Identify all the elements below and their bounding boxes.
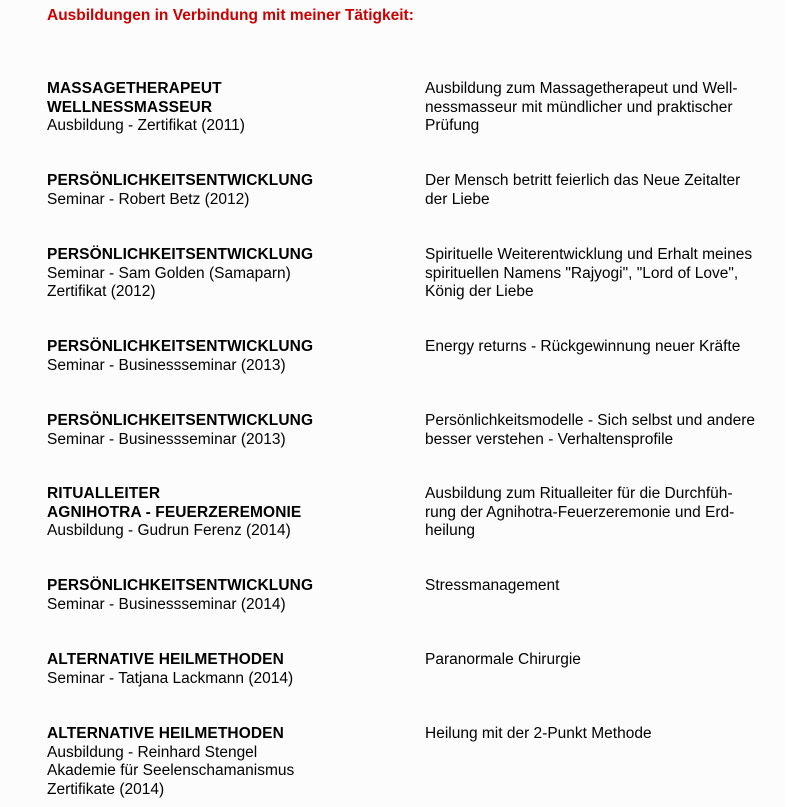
- training-description: [425, 246, 780, 302]
- training-info: [47, 80, 407, 136]
- description-line: Der Mensch betritt feierlich das Neue Zeitalter: [425, 172, 741, 189]
- description-line: Prüfung: [425, 117, 480, 134]
- training-info: [47, 577, 407, 614]
- description-line: König der Liebe: [425, 283, 534, 300]
- description-line: Spirituelle Weiterentwicklung und Erhalt meines: [425, 246, 753, 263]
- training-description: [425, 485, 780, 541]
- training-detail: Ausbildung - Reinhard Stengel: [47, 743, 258, 761]
- training-title: MASSAGETHERAPEUT: [47, 80, 222, 97]
- training-title: PERSÖNLICHKEITSENTWICKLUNG: [47, 172, 314, 189]
- training-detail: Zertifikat (2012): [47, 283, 156, 300]
- training-detail: Ausbildung - Gudrun Ferenz (2014): [47, 522, 291, 539]
- training-detail: Seminar - Sam Golden (Samaparn): [47, 264, 291, 282]
- training-info: [47, 338, 407, 375]
- description-line: Energy returns - Rückgewinnung neuer Kräfte: [425, 338, 741, 355]
- description-line: spirituellen Namens "Rajyogi", "Lord of Love",: [425, 264, 739, 282]
- description-line: heilung: [425, 522, 475, 539]
- page-heading: Ausbildungen in Verbindung mit meiner Tätigkeit:: [47, 7, 414, 24]
- training-info: [47, 246, 407, 302]
- training-title: ALTERNATIVE HEILMETHODEN: [47, 651, 284, 668]
- training-title: PERSÖNLICHKEITSENTWICKLUNG: [47, 412, 314, 429]
- description-line: der Liebe: [425, 190, 490, 208]
- training-info: [47, 485, 407, 541]
- training-info: [47, 725, 407, 799]
- training-info: [47, 412, 407, 449]
- training-description: [425, 338, 780, 357]
- training-detail: Zertifikate (2014): [47, 780, 165, 798]
- description-line: Paranormale Chirurgie: [425, 651, 581, 668]
- training-description: [425, 577, 780, 596]
- training-title: RITUALLEITER: [47, 485, 161, 502]
- training-detail: Ausbildung - Zertifikat (2011): [47, 117, 245, 134]
- training-detail: Akademie für Seelenschamanismus: [47, 762, 295, 779]
- training-title: PERSÖNLICHKEITSENTWICKLUNG: [47, 577, 314, 594]
- training-description: [425, 172, 780, 209]
- training-detail: Seminar - Robert Betz (2012): [47, 190, 250, 208]
- training-description: [425, 651, 780, 670]
- description-line: besser verstehen - Verhaltensprofile: [425, 430, 674, 448]
- training-info: [47, 651, 407, 688]
- training-title: PERSÖNLICHKEITSENTWICKLUNG: [47, 338, 314, 355]
- description-line: rung der Agnihotra-Feuerzeremonie und Erd-: [425, 503, 735, 521]
- description-line: Ausbildung zum Massagetherapeut und Well-: [425, 80, 738, 97]
- description-line: Persönlichkeitsmodelle - Sich selbst und andere: [425, 412, 755, 429]
- training-title: WELLNESSMASSEUR: [47, 98, 213, 116]
- training-title: ALTERNATIVE HEILMETHODEN: [47, 725, 284, 742]
- training-description: [425, 725, 780, 744]
- description-line: Stressmanagement: [425, 577, 560, 594]
- training-detail: Seminar - Businessseminar (2013): [47, 430, 286, 448]
- description-line: Ausbildung zum Ritualleiter für die Durchfüh-: [425, 485, 733, 502]
- training-detail: Seminar - Businessseminar (2014): [47, 595, 286, 613]
- description-line: Heilung mit der 2-Punkt Methode: [425, 725, 652, 742]
- training-detail: Seminar - Tatjana Lackmann (2014): [47, 669, 294, 687]
- training-description: [425, 80, 780, 136]
- training-title: PERSÖNLICHKEITSENTWICKLUNG: [47, 246, 314, 263]
- training-description: [425, 412, 780, 449]
- training-info: [47, 172, 407, 209]
- training-detail: Seminar - Businessseminar (2013): [47, 356, 286, 374]
- description-line: nessmasseur mit mündlicher und praktischer: [425, 98, 733, 116]
- training-title: AGNIHOTRA - FEUERZEREMONIE: [47, 503, 302, 521]
